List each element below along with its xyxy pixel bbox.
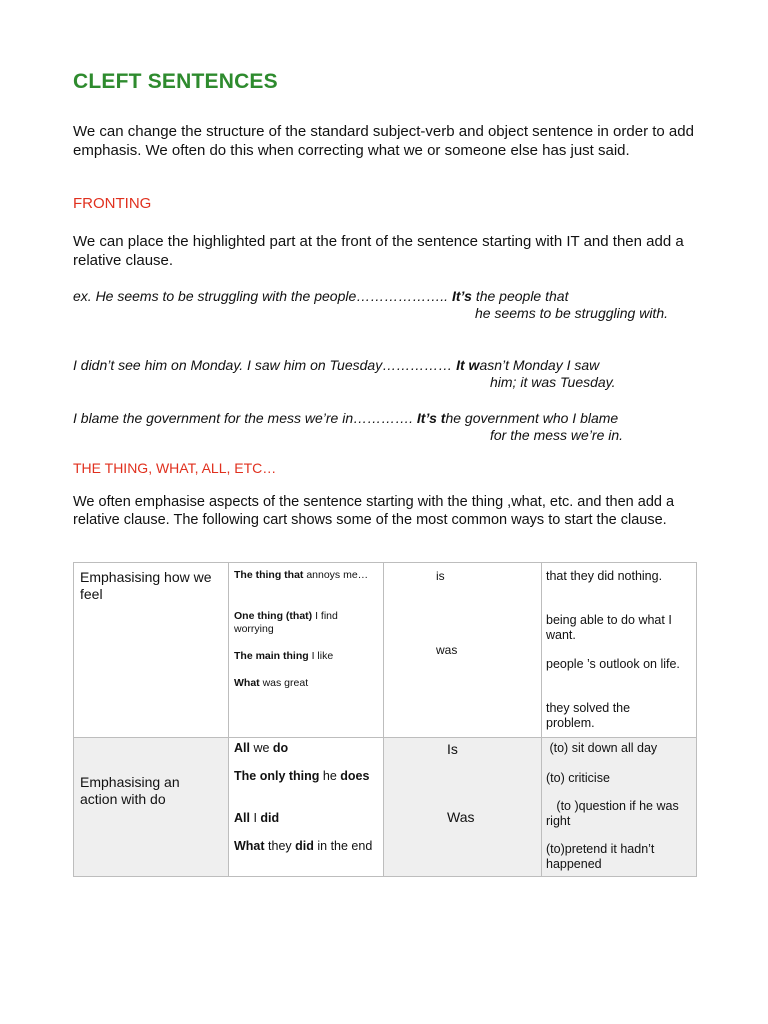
starter-text: we <box>249 741 273 755</box>
example-1-line-2: he seems to be struggling with. <box>475 305 668 321</box>
example-2-line-2: him; it was Tuesday. <box>490 374 616 390</box>
example-1-emphasis: It’s <box>451 288 472 304</box>
starter-verb: do <box>272 741 289 755</box>
example-3-line-1 <box>73 410 618 427</box>
row2-endings-cell <box>542 738 697 877</box>
row2-starters-cell <box>229 738 384 877</box>
list-item <box>234 769 374 784</box>
example-1-line-1 <box>73 288 568 305</box>
fronting-paragraph: We can place the highlighted part at the front of the sentence starting with IT and then add a relative clause. <box>73 233 684 269</box>
starter-text: in the end <box>313 839 373 853</box>
fronting-heading: FRONTING <box>73 195 152 212</box>
starter-text: he <box>319 769 341 783</box>
starter-bold: The main thing <box>234 650 309 662</box>
list-item: that they did nothing. <box>546 569 663 583</box>
list-item <box>234 610 374 636</box>
verb-is: is <box>436 569 445 583</box>
row1-label: Emphasising how we feel <box>80 569 212 602</box>
starter-bold: What <box>234 677 260 689</box>
row2-verb-cell <box>384 738 542 877</box>
starter-verb: does <box>340 769 370 783</box>
example-1-rest: the people that <box>471 288 569 304</box>
row1-verb-cell <box>384 563 542 738</box>
row2-label-cell <box>74 738 229 877</box>
cleft-starters-table <box>73 562 697 877</box>
list-item <box>234 741 374 756</box>
table-row <box>74 738 697 877</box>
row1-endings-cell <box>542 563 697 738</box>
thing-what-heading: THE THING, WHAT, ALL, ETC… <box>73 460 277 476</box>
list-item <box>234 677 374 690</box>
starter-rest: I find worrying <box>234 610 338 635</box>
starter-bold: The only thing <box>234 769 320 783</box>
example-3-emphasis: It’s t <box>416 410 446 426</box>
list-item: (to) sit down all day <box>546 741 658 755</box>
starter-verb: did <box>295 839 314 853</box>
list-item: people ’s outlook on life. <box>546 657 680 671</box>
starter-bold: The thing that <box>234 569 304 581</box>
list-item <box>234 811 374 826</box>
example-3-line-2: for the mess we’re in. <box>490 427 624 443</box>
starter-text: I <box>249 811 261 825</box>
page-title: CLEFT SENTENCES <box>73 70 278 93</box>
example-2-line-1 <box>73 357 599 374</box>
row2-label: Emphasising an action with do <box>80 774 180 807</box>
list-item: (to) criticise <box>546 771 610 785</box>
starter-text: they <box>264 839 296 853</box>
list-item <box>234 650 374 663</box>
starter-rest: was great <box>259 677 309 689</box>
example-2-rest: asn’t Monday I saw <box>479 357 600 373</box>
starter-bold: One thing (that) <box>234 610 313 622</box>
list-item: being able to do what I want. <box>546 613 672 642</box>
starter-rest: annoys me… <box>303 569 369 581</box>
example-2-sentence: I didn’t see him on Monday. I saw him on Tuesday…………… <box>73 357 457 373</box>
list-item <box>234 839 374 854</box>
list-item: (to )question if he was right <box>546 799 683 828</box>
list-item: (to)pretend it hadn’t happened <box>546 842 655 871</box>
starter-verb: did <box>260 811 280 825</box>
intro-paragraph: We can change the structure of the standard subject-verb and object sentence in order to add emphasis. We often do this when correcting what we or someone else has just said. <box>73 123 694 159</box>
verb-was: Was <box>447 809 475 825</box>
starter-rest: I like <box>308 650 334 662</box>
list-item <box>234 569 374 582</box>
starter-bold: All <box>234 811 250 825</box>
starter-bold: All <box>234 741 250 755</box>
thing-what-paragraph: We often emphasise aspects of the sentence starting with the thing ,what, etc. and then add a relative clause. The following cart shows some of the most common ways to start the clause. <box>73 494 675 528</box>
example-3-rest: he government who I blame <box>445 410 619 426</box>
verb-is: Is <box>447 741 458 757</box>
example-2-emphasis: It w <box>456 357 480 373</box>
example-3-sentence: I blame the government for the mess we’re in…………. <box>73 410 417 426</box>
example-1-sentence: ex. He seems to be struggling with the people……………….. <box>73 288 452 304</box>
row1-starters-cell <box>229 563 384 738</box>
verb-was: was <box>436 643 458 657</box>
row1-label-cell <box>74 563 229 738</box>
list-item: they solved the problem. <box>546 701 631 730</box>
starter-bold: What <box>234 839 265 853</box>
table-row <box>74 563 697 738</box>
